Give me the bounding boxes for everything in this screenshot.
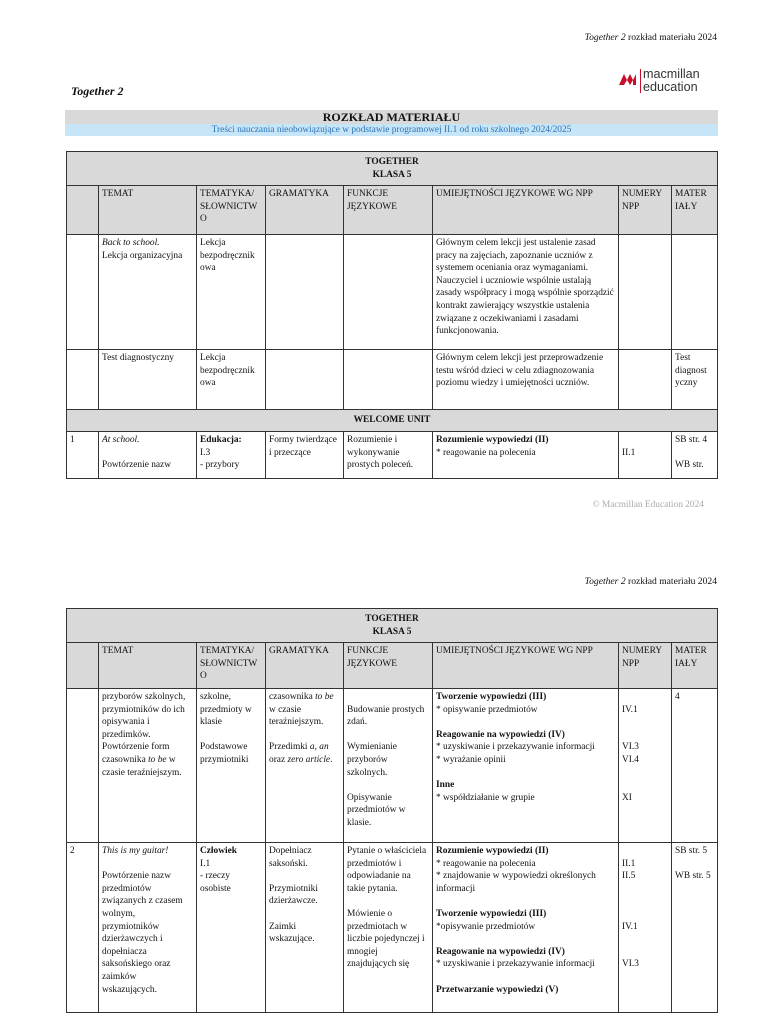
table-cell: SB str. 4 WB str.	[672, 432, 718, 479]
table-cell: Człowiek I.1 - rzeczy osobiste	[197, 843, 266, 1013]
header-row	[67, 643, 718, 689]
table-cell	[344, 350, 433, 410]
header-umiejetnosci: UMIEJĘTNOŚCI JĘZYKOWE WG NPP	[433, 186, 619, 235]
section-row	[67, 410, 718, 432]
header-tematyka: TEMATYKA/ SŁOWNICTW O	[197, 186, 266, 235]
table-cell: II.1	[619, 432, 672, 479]
table-cell: Głównym celem lekcji jest przeprowadzenie testu wśród dzieci w celu zdiagnozowania poziomu wiedzy i umiejętności uczniów.	[433, 350, 619, 410]
document-title: ROZKŁAD MATERIAŁU	[65, 110, 718, 124]
table-cell: Rozumienie i wykonywanie prostych poleceń.	[344, 432, 433, 479]
table-cell: This is my guitar! Powtórzenie nazw przedmiotów związanych z czasem wolnym, przymiotników dzierżawczych i dopełniacza saksońskiego oraz zaimków wskazujących.	[99, 843, 197, 1013]
header-row	[67, 186, 718, 235]
table-cell	[619, 235, 672, 350]
table-cell: Pytanie o właściciela przedmiotów i odpowiadanie na takie pytania. Mówienie o przedmiotach w liczbie pojedynczej i mnogiej znajdujących się	[344, 843, 433, 1013]
table-band: TOGETHER KLASA 5	[67, 609, 718, 643]
table-cell: 1	[67, 432, 99, 479]
header-temat: TEMAT	[99, 643, 197, 689]
table-cell: Tworzenie wypowiedzi (III) * opisywanie przedmiotów Reagowanie na wypowiedzi (IV) * uzyskiwanie i przekazywanie informacji * wyrażanie opinii Inne * współdziałanie w grupie	[433, 689, 619, 843]
table-row	[67, 350, 718, 410]
table-cell: Głównym celem lekcji jest ustalenie zasad pracy na zajęciach, zapoznanie uczniów z systemem oceniania oraz wymaganiami. Nauczyciel i uczniowie wspólnie ustalają zasady współpracy i mogą wspólnie sporządzić kontrakt zawierający wszystkie ustalenia związane z oczekiwaniami i zasadami funkcjonowania.	[433, 235, 619, 350]
header-num	[67, 643, 99, 689]
table-band-row	[67, 152, 718, 186]
header-materialy: MATER IAŁY	[672, 186, 718, 235]
table-cell: Test diagnostyczny	[99, 350, 197, 410]
header-gramatyka: GRAMATYKA	[266, 186, 344, 235]
schedule-table-page1	[66, 151, 718, 479]
table-cell: 4	[672, 689, 718, 843]
table-band-row	[67, 609, 718, 643]
table-cell: Lekcja bezpodręcznik owa	[197, 235, 266, 350]
table-cell	[672, 235, 718, 350]
table-cell: czasownika to be w czasie teraźniejszym. Przedimki a, an oraz zero article.	[266, 689, 344, 843]
table-cell: At school. Powtórzenie nazw	[99, 432, 197, 479]
header-tematyka: TEMATYKA/ SŁOWNICTW O	[197, 643, 266, 689]
table-cell: Rozumienie wypowiedzi (II) * reagowanie na polecenia	[433, 432, 619, 479]
table-cell: Back to school. Lekcja organizacyjna	[99, 235, 197, 350]
header-funkcje: FUNKCJE JĘZYKOWE	[344, 643, 433, 689]
table-cell	[67, 689, 99, 843]
table-cell: szkolne, przedmioty w klasie Podstawowe przymiotniki	[197, 689, 266, 843]
table-cell: Edukacja: I.3 - przybory	[197, 432, 266, 479]
section-welcome-unit: WELCOME UNIT	[67, 410, 718, 432]
table-row	[67, 432, 718, 479]
table-cell: Dopełniacz saksoński. Przymiotniki dzierżawcze. Zaimki wskazujące.	[266, 843, 344, 1013]
table-row	[67, 689, 718, 843]
table-cell: przyborów szkolnych, przymiotników do ich opisywania i przedimków. Powtórzenie form czasownika to be w czasie teraźniejszym.	[99, 689, 197, 843]
table-cell: Budowanie prostych zdań. Wymienianie przyborów szkolnych. Opisywanie przedmiotów w klasie.	[344, 689, 433, 843]
header-umiejetnosci: UMIEJĘTNOŚCI JĘZYKOWE WG NPP	[433, 643, 619, 689]
header-numery: NUMERY NPP	[619, 643, 672, 689]
table-cell	[67, 350, 99, 410]
table-cell: Test diagnost yczny	[672, 350, 718, 410]
macmillan-logo-icon	[618, 71, 638, 87]
running-header-page2: Together 2 rozkład materiału 2024	[584, 576, 717, 587]
table-cell: Rozumienie wypowiedzi (II) * reagowanie na polecenia * znajdowanie w wypowiedzi określonych informacji Tworzenie wypowiedzi (III) *opisywanie przedmiotów Reagowanie na wypowiedzi (IV) * uzyskiwanie i przekazywanie informacji Przetwarzanie wypowiedzi (V)	[433, 843, 619, 1013]
document-subtitle: Treści nauczania nieobowiązujące w podstawie programowej II.1 od roku szkolnego 2024/2025	[65, 124, 718, 136]
table-row	[67, 843, 718, 1013]
header-gramatyka: GRAMATYKA	[266, 643, 344, 689]
macmillan-logo: macmillan education	[618, 68, 718, 96]
table-band: TOGETHER KLASA 5	[67, 152, 718, 186]
table-cell	[619, 350, 672, 410]
subject-title: Together 2	[71, 84, 124, 98]
table-cell: IV.1 VI.3 VI.4 XI	[619, 689, 672, 843]
table-cell: Lekcja bezpodręcznik owa	[197, 350, 266, 410]
table-row	[67, 235, 718, 350]
header-numery: NUMERY NPP	[619, 186, 672, 235]
copyright: © Macmillan Education 2024	[592, 500, 704, 510]
running-header: Together 2 rozkład materiału 2024	[584, 32, 717, 43]
table-cell	[266, 235, 344, 350]
table-cell: Formy twierdzące i przeczące	[266, 432, 344, 479]
table-cell	[344, 235, 433, 350]
table-cell: 2	[67, 843, 99, 1013]
header-funkcje: FUNKCJE JĘZYKOWE	[344, 186, 433, 235]
header-materialy: MATER IAŁY	[672, 643, 718, 689]
header-num	[67, 186, 99, 235]
table-cell: II.1 II.5 IV.1 VI.3	[619, 843, 672, 1013]
header-temat: TEMAT	[99, 186, 197, 235]
table-cell	[266, 350, 344, 410]
table-cell	[67, 235, 99, 350]
table-cell: SB str. 5 WB str. 5	[672, 843, 718, 1013]
schedule-table-page2	[66, 608, 718, 1013]
